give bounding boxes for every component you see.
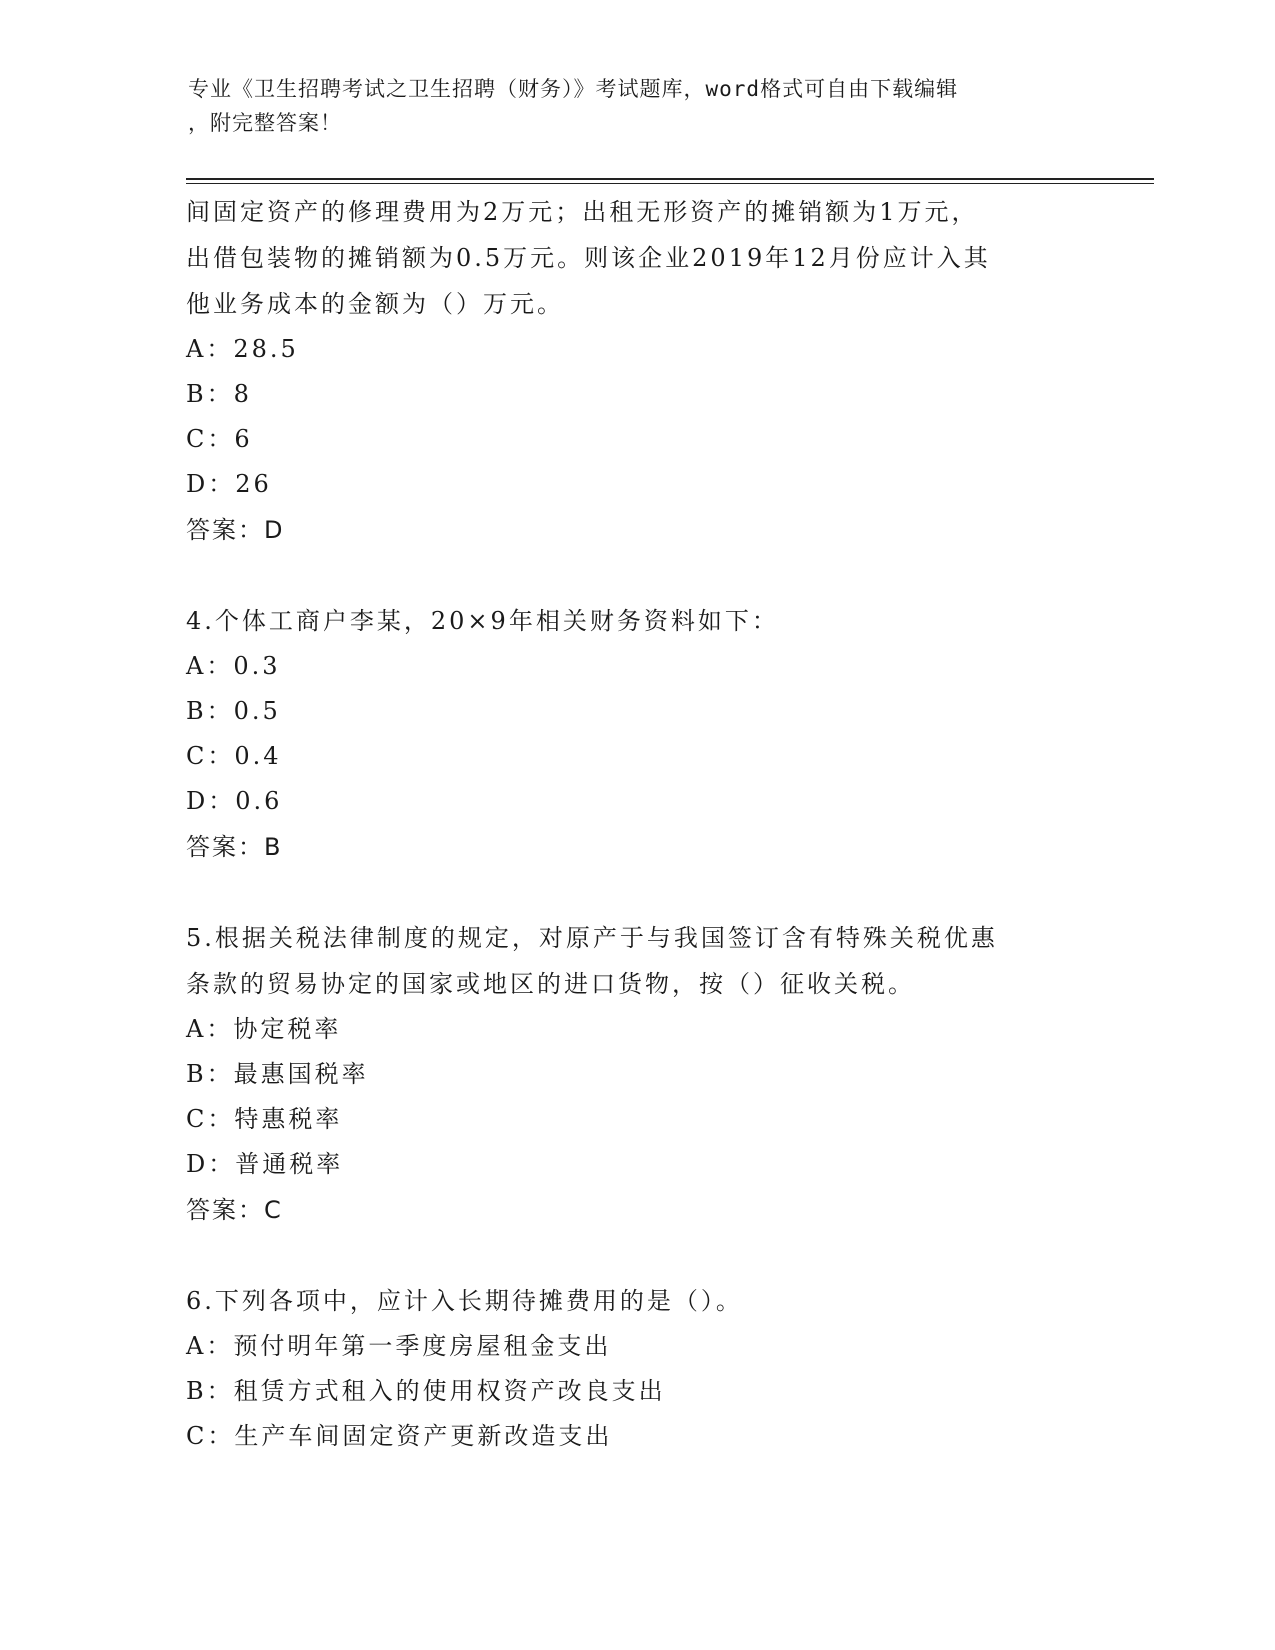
header-divider (186, 178, 1154, 180)
question-stem-line: 6.下列各项中，应计入长期待摊费用的是（）。 (186, 1287, 743, 1315)
spacer (186, 1233, 1066, 1278)
header-divider (186, 183, 1154, 184)
question-6 (186, 1278, 1066, 1459)
option-b: B：8 (186, 380, 252, 408)
question-stem-line: 出借包装物的摊销额为0.5万元。则该企业2019年12月份应计入其 (186, 244, 991, 272)
question-stem-line: 4.个体工商户李某，20×9年相关财务资料如下： (186, 607, 779, 635)
question-stem-line: 5.根据关税法律制度的规定，对原产于与我国签订含有特殊关税优惠 (186, 924, 998, 952)
option-b: B：租赁方式租入的使用权资产改良支出 (186, 1377, 666, 1405)
option-a: A：协定税率 (186, 1015, 342, 1043)
option-d: D：0.6 (186, 787, 283, 815)
answer-line: 答案：B (186, 833, 283, 861)
header-title-line: ，附完整答案！ (188, 111, 342, 135)
question-4 (186, 598, 1066, 870)
question-5 (186, 915, 1066, 1233)
question-stem-line: 条款的贸易协定的国家或地区的进口货物，按（）征收关税。 (186, 970, 915, 998)
document-header (188, 72, 1068, 140)
option-c: C：生产车间固定资产更新改造支出 (186, 1422, 613, 1450)
option-c: C：特惠税率 (186, 1105, 343, 1133)
question-stem-line: 他业务成本的金额为（）万元。 (186, 290, 564, 318)
option-b: B：0.5 (186, 697, 281, 725)
option-a: A：28.5 (186, 335, 299, 363)
answer-line: 答案：C (186, 1196, 283, 1224)
question-stem-line: 间固定资产的修理费用为2万元；出租无形资产的摊销额为1万元， (186, 198, 979, 226)
spacer (186, 870, 1066, 915)
option-c: C：6 (186, 425, 253, 453)
option-c: C：0.4 (186, 742, 282, 770)
option-b: B：最惠国税率 (186, 1060, 369, 1088)
option-a: A：预付明年第一季度房屋租金支出 (186, 1332, 612, 1360)
spacer (186, 553, 1066, 598)
option-a: A：0.3 (186, 652, 281, 680)
option-d: D：普通税率 (186, 1150, 344, 1178)
option-d: D：26 (186, 470, 272, 498)
answer-line: 答案：D (186, 516, 285, 544)
question-3 (186, 189, 1066, 553)
header-title-line: 专业《卫生招聘考试之卫生招聘（财务）》考试题库，word格式可自由下载编辑 (188, 77, 959, 101)
question-list (186, 189, 1066, 1459)
